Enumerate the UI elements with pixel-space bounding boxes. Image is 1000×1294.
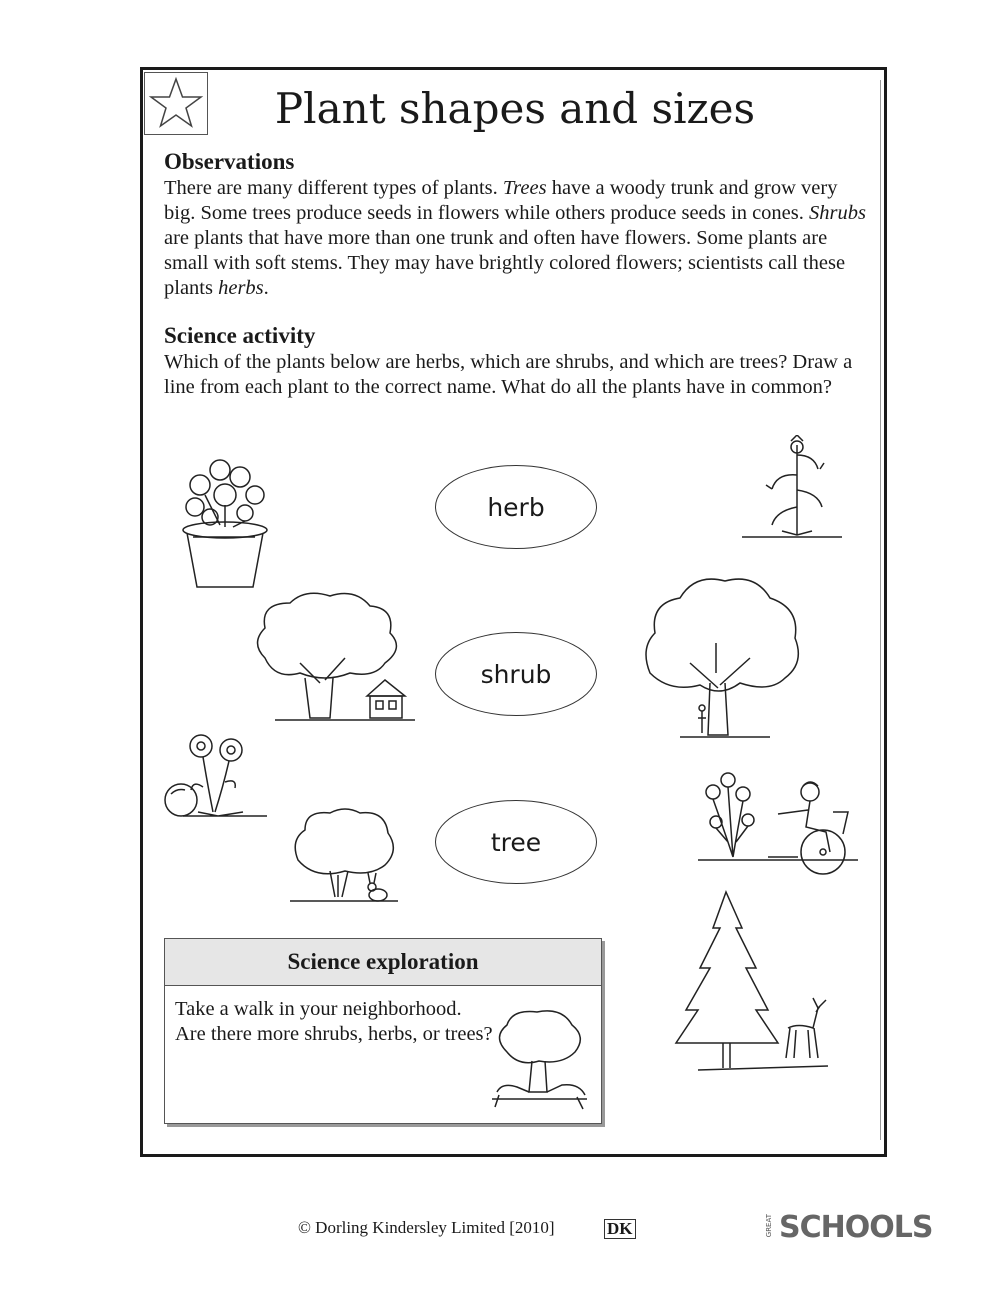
schools-text: SCHOOLS bbox=[779, 1210, 933, 1245]
page-title: Plant shapes and sizes bbox=[274, 84, 756, 133]
copyright-text: © Dorling Kindersley Limited [2010] bbox=[298, 1218, 555, 1237]
tree-oval[interactable]: tree bbox=[435, 800, 597, 884]
potted-flower-illustration[interactable] bbox=[175, 455, 275, 595]
thistle-herb-illustration[interactable] bbox=[742, 435, 842, 545]
observations-heading: Observations bbox=[164, 149, 295, 174]
dk-logo: DK bbox=[604, 1219, 636, 1239]
frame-right-line bbox=[880, 80, 881, 1140]
herb-oval[interactable]: herb bbox=[435, 465, 597, 549]
pine-tree-deer-illustration[interactable] bbox=[668, 888, 838, 1073]
small-tree-illustration bbox=[487, 1007, 592, 1112]
shrub-rabbit-illustration[interactable] bbox=[290, 805, 400, 905]
exploration-text: Take a walk in your neighborhood. Are there more shrubs, herbs, or trees? bbox=[175, 998, 493, 1045]
rosebush-wheelchair-illustration[interactable] bbox=[698, 772, 863, 882]
flowers-ball-illustration[interactable] bbox=[163, 732, 268, 822]
shrub-oval[interactable]: shrub bbox=[435, 632, 597, 716]
exploration-heading: Science exploration bbox=[165, 939, 601, 986]
activity-text: Which of the plants below are herbs, which are shrubs, and which are trees? Draw a line from each plant to the correct name. What do all the plants have in common? bbox=[164, 351, 853, 398]
oak-tree-house-illustration[interactable] bbox=[245, 588, 425, 723]
observations-text: There are many different types of plants. Trees have a woody trunk and grow very big. Some trees produce seeds in flowers while others produce seeds in cones. Shrubs are plants that have more than one trunk and often have flowers. Some plants are small with soft stems. They may have brightly colored flowers; scientists call these plants herbs. bbox=[164, 177, 866, 299]
science-exploration-box bbox=[164, 938, 602, 1124]
great-text: GREAT bbox=[765, 1214, 773, 1238]
maple-tree-person-illustration[interactable] bbox=[640, 573, 805, 743]
star-icon bbox=[144, 72, 208, 135]
activity-heading: Science activity bbox=[164, 323, 316, 348]
